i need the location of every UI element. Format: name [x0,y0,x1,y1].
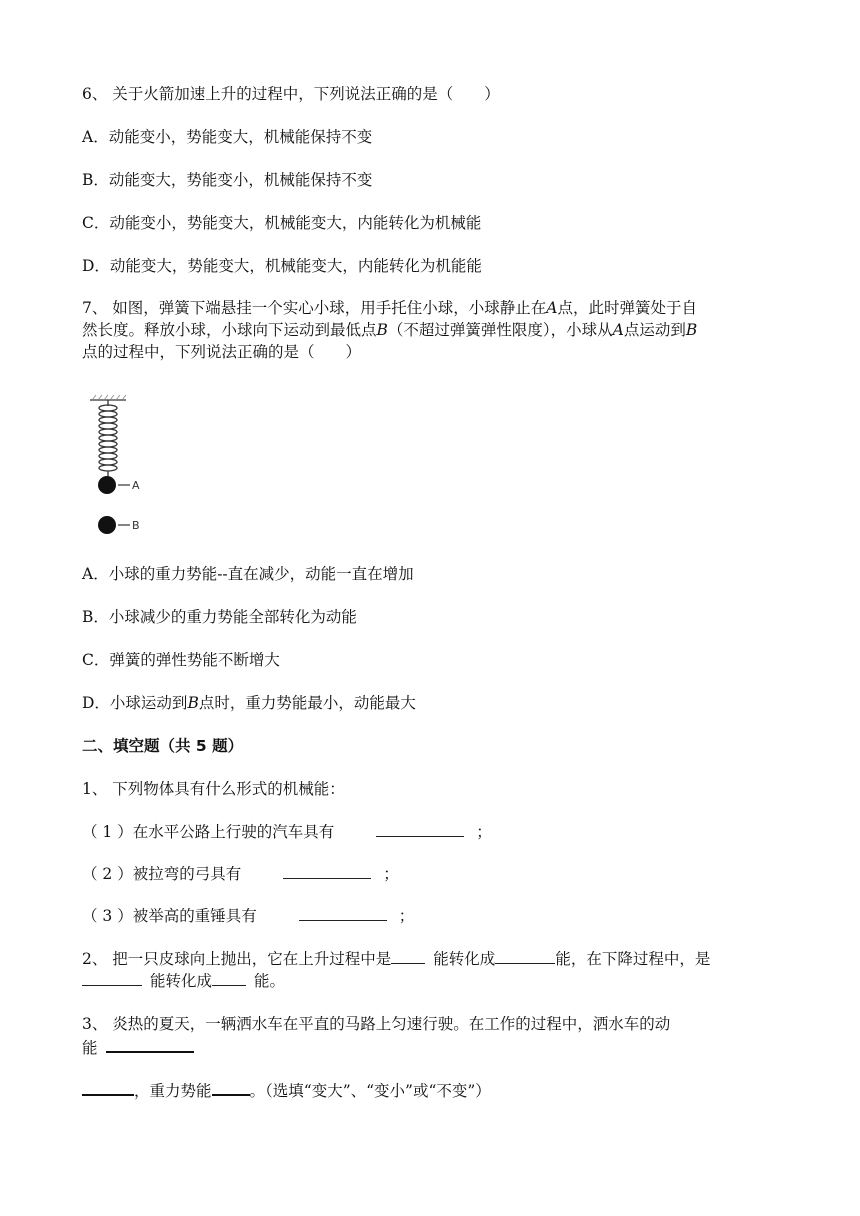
point-a-ref: A [546,299,558,317]
f2-line2 [82,969,285,992]
q6-option-c: C．动能变小，势能变大，机械能变大，内能转化为机械能 [82,214,482,232]
q7-option-a: A．小球的重力势能--直在减少，动能一直在增加 [82,565,414,583]
q6-stem: 6、 关于火箭加速上升的过程中，下列说法正确的是（ ） [82,85,500,103]
f3-line1: 3、 炎热的夏天，一辆洒水车在平直的马路上匀速行驶。在工作的过程中，洒水车的动 [82,1015,671,1033]
q7-stem-line1 [82,297,697,319]
q7-stem-text: 点，此时弹簧处于自 [557,299,698,317]
q7-option-d [82,692,416,714]
q7-option-d-text: D．小球运动到 [82,694,188,712]
answer-blank[interactable] [376,820,464,837]
f1-item-1 [82,820,492,843]
ball-at-a [98,476,116,494]
f1-item-3-suffix: ； [398,907,415,925]
f1-item-3-prefix: （ 3 ）被举高的重锤具有 [82,907,257,925]
q7-stem-text: （不超过弹簧弹性限度），小球从 [387,321,613,339]
answer-blank[interactable] [212,969,246,986]
f1-item-2-prefix: （ 2 ）被拉弯的弓具有 [82,865,242,883]
q6-option-a: A．动能变小，势能变大，机械能保持不变 [82,128,373,146]
f2-text: 能，在下降过程中，是 [555,950,711,968]
answer-blank[interactable] [299,904,387,921]
label-a: A [132,479,140,492]
q7-stem-line2 [82,319,697,341]
f1-item-1-suffix: ； [476,823,492,841]
f2-text: 能。 [254,972,286,990]
q7-stem-line3: 点的过程中，下列说法正确的是（ ） [82,343,362,361]
q7-stem-text: 点运动到 [623,321,686,339]
q6-option-d: D．动能变大，势能变大，机械能变大，内能转化为机能能 [82,257,482,275]
q7-stem-text: 然长度。释放小球，小球向下运动到最低点 [82,321,377,339]
point-a-ref: A [612,321,624,339]
answer-blank[interactable] [82,969,142,986]
q7-option-d-text: 点时，重力势能最小，动能最大 [198,694,416,712]
answer-blank[interactable] [391,947,425,964]
spring-ball-figure [88,392,168,540]
point-b-ref: B [376,321,388,339]
q7-stem-text: 7、 如图，弹簧下端悬挂一个实心小球，用手托住小球，小球静止在 [82,299,547,317]
f1-item-1-prefix: （ 1 ）在水平公路上行驶的汽车具有 [82,823,335,841]
f1-item-2-suffix: ； [383,865,399,883]
answer-blank[interactable] [283,862,371,879]
f2-text: 能转化成 [433,950,496,968]
q7-option-b: B．小球减少的重力势能全部转化为动能 [82,608,357,626]
f1-stem: 1、 下列物体具有什么形式的机械能： [82,780,345,798]
answer-blank[interactable] [495,947,555,964]
f3-text: ，重力势能 [134,1082,212,1100]
ball-at-b [98,516,116,534]
answer-blank[interactable] [82,1078,134,1096]
q7-option-c: C．弹簧的弹性势能不断增大 [82,651,280,669]
f3-text: 能 [82,1039,98,1057]
label-b: B [132,519,140,532]
section-title: 二、填空题（共 5 题） [82,737,244,755]
q6-option-b: B．动能变大，势能变小，机械能保持不变 [82,171,373,189]
answer-blank[interactable] [106,1035,194,1053]
f1-item-2 [82,862,399,885]
f3-text: 。（选填“变大”、“变小”或“不变”） [249,1082,491,1100]
f2-text: 能转化成 [150,972,213,990]
f3-line2 [82,1035,194,1059]
f2-text: 2、 把一只皮球向上抛出，它在上升过程中是 [82,950,392,968]
point-b-ref: B [685,321,698,339]
point-b-ref: B [187,694,199,712]
f1-item-3 [82,904,414,927]
answer-blank[interactable] [212,1078,250,1096]
f2-line1 [82,947,710,970]
f3-line3 [82,1078,491,1102]
spring-coil [99,400,117,476]
